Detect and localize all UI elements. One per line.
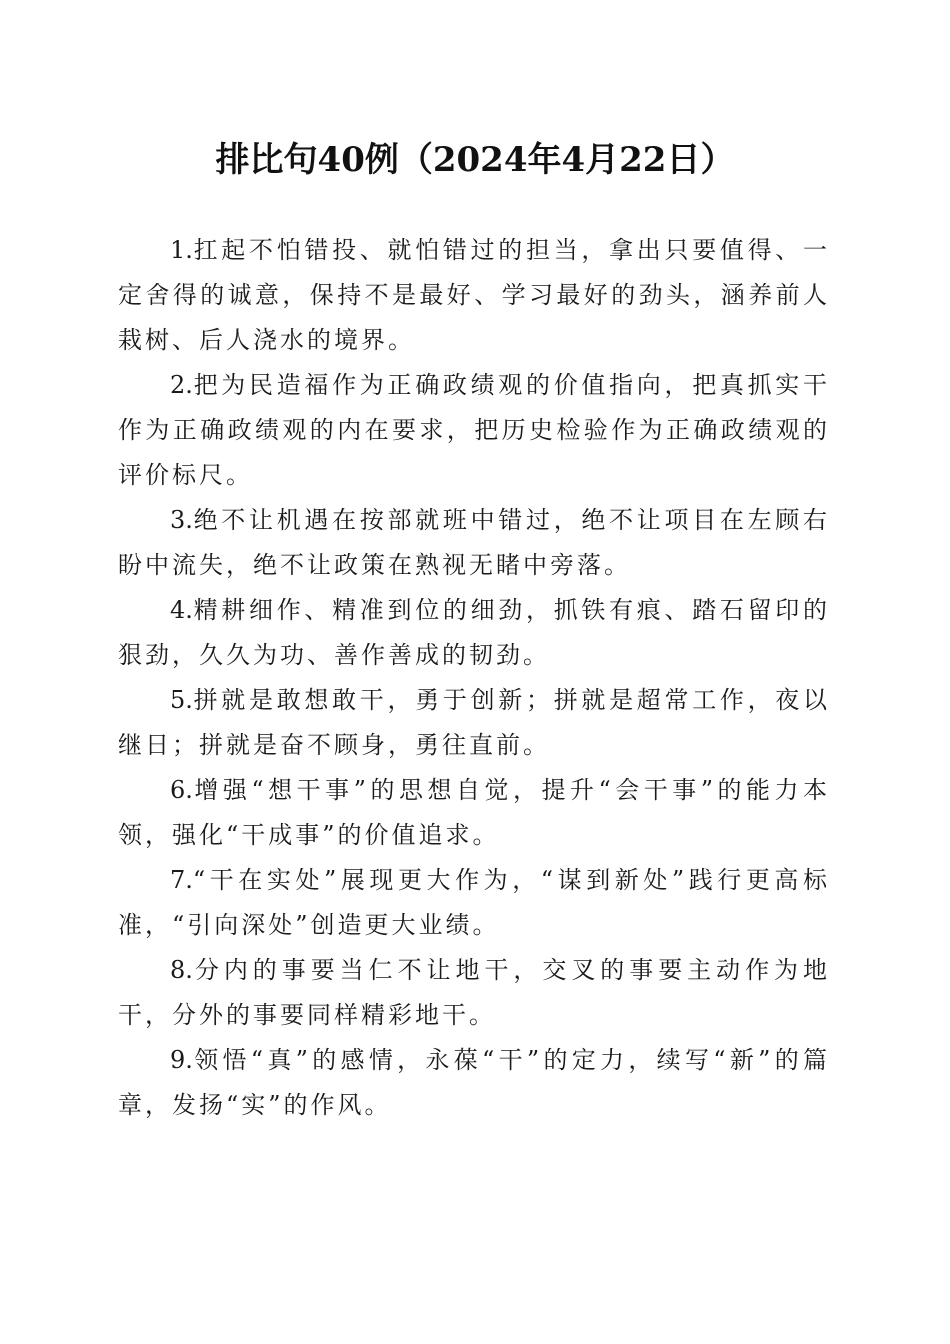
paragraph-9 [118,1038,830,1128]
paragraph-3 [118,498,830,588]
paragraph-text: 拼就是敢想敢干，勇于创新；拼就是超常工作，夜以继日；拼就是奋不顾身，勇往直前。 [118,686,830,759]
paragraph-text: 精耕细作、精准到位的细劲，抓铁有痕、踏石留印的狠劲，久久为功、善作善成的韧劲。 [118,596,830,669]
paragraph-number: 7. [170,866,193,894]
paragraph-4 [118,588,830,678]
paragraph-number: 6. [170,776,193,804]
paragraph-1 [118,228,830,363]
paragraph-5 [118,678,830,768]
paragraph-number: 5. [170,686,193,714]
paragraph-text: 把为民造福作为正确政绩观的价值指向，把真抓实干作为正确政绩观的内在要求，把历史检验作为正确政绩观的评价标尺。 [118,371,830,489]
paragraph-text: “干在实处”展现更大作为，“谋到新处”践行更高标准，“引向深处”创造更大业绩。 [118,866,830,939]
paragraph-text: 扛起不怕错投、就怕错过的担当，拿出只要值得、一定舍得的诚意，保持不是最好、学习最好的劲头，涵养前人栽树、后人浇水的境界。 [118,236,830,354]
paragraph-8 [118,948,830,1038]
document-title: 排比句40例（2024年4月22日） [215,140,735,180]
paragraph-6 [118,768,830,858]
paragraph-number: 4. [170,596,193,624]
paragraph-number: 3. [170,506,193,534]
paragraph-text: 增强“想干事”的思想自觉，提升“会干事”的能力本领，强化“干成事”的价值追求。 [118,776,830,849]
paragraph-text: 分内的事要当仁不让地干，交叉的事要主动作为地干，分外的事要同样精彩地干。 [118,956,830,1029]
paragraph-2 [118,363,830,498]
paragraph-7 [118,858,830,948]
document-body [118,228,830,1128]
paragraph-number: 8. [170,956,193,984]
paragraph-text: 绝不让机遇在按部就班中错过，绝不让项目在左顾右盼中流失，绝不让政策在熟视无睹中旁落。 [118,506,830,579]
paragraph-number: 2. [170,371,193,399]
paragraph-text: 领悟“真”的感情，永葆“干”的定力，续写“新”的篇章，发扬“实”的作风。 [118,1046,830,1119]
paragraph-number: 1. [170,236,193,264]
paragraph-number: 9. [170,1046,193,1074]
